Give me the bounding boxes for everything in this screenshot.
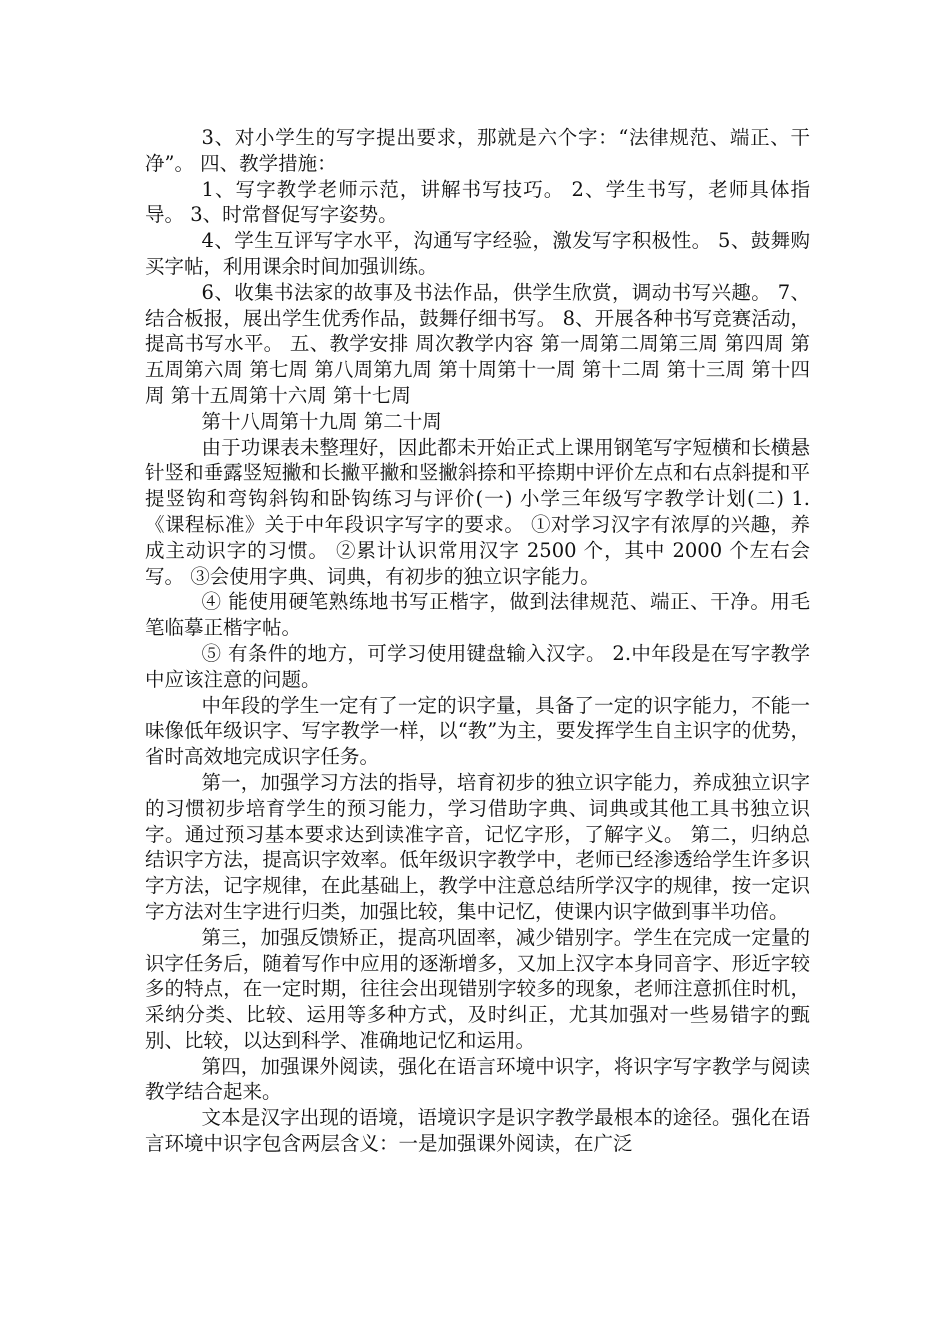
paragraph-13: 文本是汉字出现的语境，语境识字是识字教学最根本的途径。强化在语言环境中识字包含两层含义：一是加强课外阅读，在广泛	[145, 1106, 810, 1156]
paragraph-6: 由于功课表未整理好，因此都未开始正式上课用钢笔写字短横和长横悬针竖和垂露竖短撇和长撇平撇和竖撇斜捺和平捺期中评价左点和右点斜提和平提竖钩和弯钩斜钩和卧钩练习与评价(一) 小学三年级写字教学计划(二) 1.《课程标准》关于中年段识字写字的要求。 ①对学习汉字有浓厚的兴趣，养成主动识字的习惯。 ②累计认识常用汉字 2500 个，其中 2000 个左右会写。 ③会使用字典、词典，有初步的独立识字能力。	[145, 435, 810, 588]
paragraph-9: 中年段的学生一定有了一定的识字量，具备了一定的识字能力，不能一味像低年级识字、写字教学一样，以“教”为主，要发挥学生自主识字的优势，省时高效地完成识字任务。	[145, 693, 810, 769]
paragraph-12: 第四，加强课外阅读，强化在语言环境中识字，将识字写字教学与阅读教学结合起来。	[145, 1054, 810, 1104]
paragraph-11: 第三，加强反馈矫正，提高巩固率，减少错别字。学生在完成一定量的识字任务后，随着写作中应用的逐渐增多，又加上汉字本身同音字、形近字较多的特点，在一定时期，往往会出现错别字较多的现象，老师注意抓住时机，采纳分类、比较、运用等多种方式，及时纠正，尤其加强对一些易错字的甄别、比较，以达到科学、准确地记忆和运用。	[145, 925, 810, 1052]
paragraph-2: 1、写字教学老师示范，讲解书写技巧。 2、学生书写，老师具体指导。 3、时常督促写字姿势。	[145, 177, 810, 227]
paragraph-10: 第一，加强学习方法的指导，培育初步的独立识字能力，养成独立识字的习惯初步培育学生的预习能力，学习借助字典、词典或其他工具书独立识字。通过预习基本要求达到读准字音，记忆字形，了解字义。 第二，归纳总结识字方法，提高识字效率。低年级识字教学中，老师已经渗透给学生许多识字方法，记字规律，在此基础上，教学中注意总结所学汉字的规律，按一定识字方法对生字进行归类，加强比较，集中记忆，使课内识字做到事半功倍。	[145, 770, 810, 923]
paragraph-4: 6、收集书法家的故事及书法作品，供学生欣赏，调动书写兴趣。 7、结合板报，展出学生优秀作品，鼓舞仔细书写。 8、开展各种书写竞赛活动，提高书写水平。 五、教学安排 周次教学内容 第一周第二周第三周 第四周 第五周第六周 第七周 第八周第九周 第十周第十一周 第十二周 第十三周 第十四周 第十五周第十六周 第十七周	[145, 280, 810, 407]
document-page	[145, 125, 810, 1157]
paragraph-3: 4、学生互评写字水平，沟通写字经验，激发写字积极性。 5、鼓舞购买字帖，利用课余时间加强训练。	[145, 229, 810, 278]
paragraph-5: 第十八周第十九周 第二十周	[201, 409, 442, 433]
paragraph-1: 3、对小学生的写字提出要求，那就是六个字：“法律规范、端正、干净”。 四、教学措施：	[145, 126, 810, 175]
paragraph-7: ④ 能使用硬笔熟练地书写正楷字，做到法律规范、端正、干净。用毛笔临摹正楷字帖。	[145, 590, 810, 640]
paragraph-8: ⑤ 有条件的地方，可学习使用键盘输入汉字。 2.中年段是在写字教学中应该注意的问题。	[145, 641, 810, 691]
